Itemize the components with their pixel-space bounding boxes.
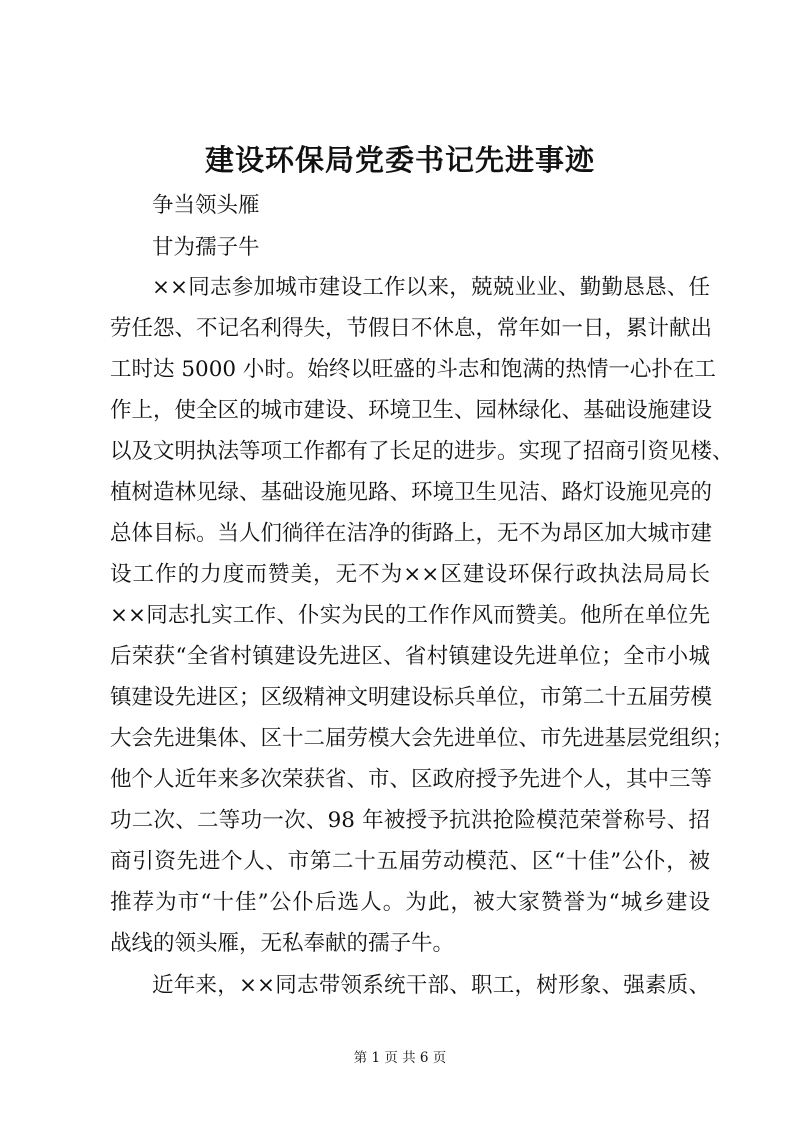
paragraph-line: 功二次、二等功一次、98 年被授予抗洪抢险模范荣誉称号、招 bbox=[110, 808, 710, 833]
paragraph-line: 近年来，××同志带领系统干部、职工，树形象、强素质、 bbox=[152, 973, 710, 998]
paragraph-line: 总体目标。当人们徜徉在洁净的街路上，无不为昂区加大城市建 bbox=[110, 521, 713, 546]
paragraph-line: 设工作的力度而赞美，无不为××区建设环保行政执法局局长 bbox=[110, 562, 710, 587]
paragraph-line: 战线的领头雁，无私奉献的孺子牛。 bbox=[110, 931, 455, 956]
paragraph-line: 后荣获“全省村镇建设先进区、省村镇建设先进单位；全市小城 bbox=[110, 644, 710, 669]
paragraph-line: 镇建设先进区；区级精神文明建设标兵单位，市第二十五届劳模 bbox=[110, 685, 713, 710]
subtitle-line: 争当领头雁 bbox=[152, 193, 260, 218]
paragraph-line: 以及文明执法等项工作都有了长足的进步。实现了招商引资见楼、 bbox=[110, 439, 734, 464]
paragraph-line: 劳任怨、不记名利得失，节假日不休息，常年如一日，累计献出 bbox=[110, 316, 713, 341]
page-footer: 第 1 页 共 6 页 bbox=[353, 1050, 447, 1066]
paragraph-line: 推荐为市“十佳”公仆后选人。为此，被大家赞誉为“城乡建设 bbox=[110, 890, 710, 915]
document-title: 建设环保局党委书记先进事迹 bbox=[204, 143, 595, 177]
subtitle-line: 甘为孺子牛 bbox=[152, 235, 260, 260]
paragraph-line: 工时达 5000 小时。始终以旺盛的斗志和饱满的热情一心扑在工 bbox=[110, 357, 716, 382]
paragraph-line: ××同志扎实工作、仆实为民的工作作风而赞美。他所在单位先 bbox=[110, 603, 710, 628]
paragraph-line: ××同志参加城市建设工作以来，兢兢业业、勤勤恳恳、任 bbox=[152, 275, 710, 300]
paragraph-line: 作上，使全区的城市建设、环境卫生、园林绿化、基础设施建设 bbox=[110, 398, 713, 423]
paragraph-line: 大会先进集体、区十二届劳模大会先进单位、市先进基层党组织； bbox=[110, 726, 734, 751]
paragraph-line: 植树造林见绿、基础设施见路、环境卫生见洁、路灯设施见亮的 bbox=[110, 480, 713, 505]
paragraph-line: 商引资先进个人、市第二十五届劳动模范、区“十佳”公仆，被 bbox=[110, 849, 710, 874]
paragraph-line: 他个人近年来多次荣获省、市、区政府授予先进个人，其中三等 bbox=[110, 767, 713, 792]
